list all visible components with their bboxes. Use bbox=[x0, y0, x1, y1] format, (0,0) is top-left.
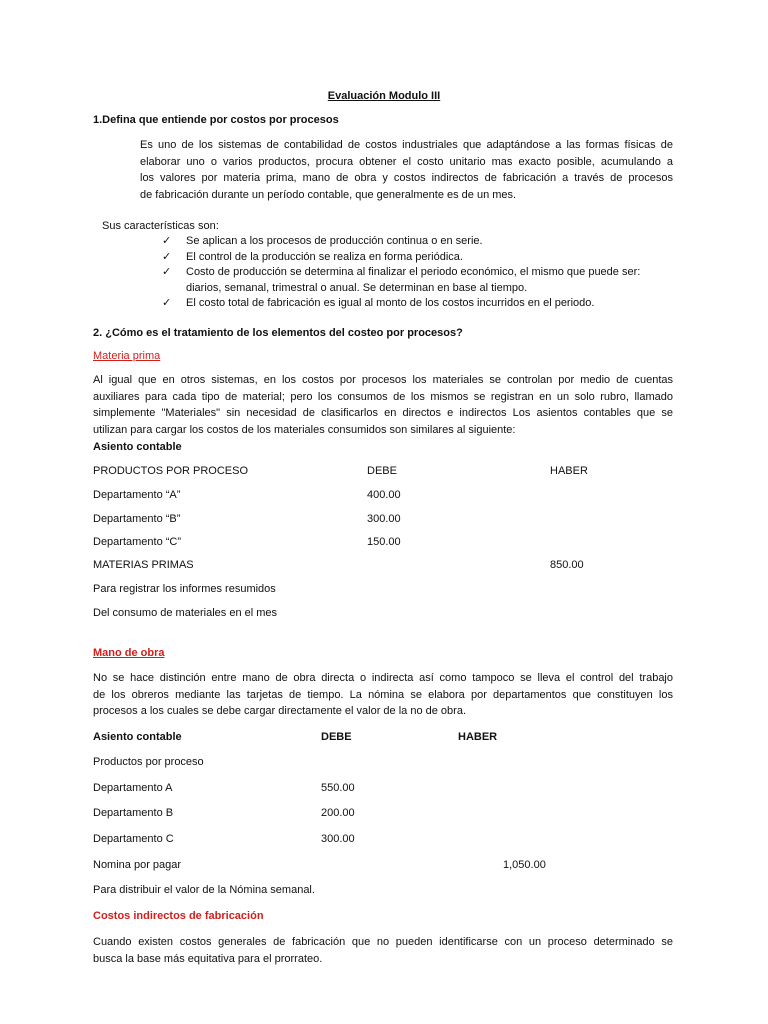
table-row-debe: 200.00 bbox=[321, 807, 355, 819]
check-icon: ✓ bbox=[162, 250, 172, 263]
page-title: Evaluación Modulo III bbox=[327, 90, 441, 102]
table-row-concept: Departamento “C” bbox=[93, 536, 182, 548]
table-row-concept: Departamento “B” bbox=[93, 513, 181, 525]
table-row-debe: 300.00 bbox=[367, 513, 401, 525]
check-icon: ✓ bbox=[162, 297, 172, 309]
materia-prima-paragraph bbox=[93, 372, 673, 438]
asiento-label: Asiento contable bbox=[93, 441, 182, 453]
table-row-debe: 300.00 bbox=[321, 833, 355, 845]
asiento-label: Asiento contable bbox=[93, 731, 182, 743]
costos-indirectos-heading: Costos indirectos de fabricación bbox=[93, 910, 264, 922]
table-row-haber: 1,050.00 bbox=[503, 859, 546, 871]
costos-indirectos-paragraph bbox=[93, 934, 673, 967]
mano-de-obra-paragraph bbox=[93, 670, 673, 720]
paragraph-line: utilizan para cargar los costos de los materiales consumidos son similares al siguiente: bbox=[93, 423, 516, 436]
table-row-concept: Productos por proceso bbox=[93, 756, 204, 768]
list-item: ✓ Costo de producción se determina al finalizar el periodo económico, el mismo que puede ser: diarios, semanal, trimestral o anual. Se determinan en base al tiempo. bbox=[162, 266, 641, 294]
q1-paragraph bbox=[140, 137, 673, 203]
table-row-concept: Departamento “A” bbox=[93, 489, 181, 501]
q1-paragraph-line: Es uno de los sistemas de contabilidad de costos industriales que adaptándose a las formas físicas de bbox=[140, 139, 673, 151]
table-row-concept: Departamento C bbox=[93, 833, 174, 845]
materia-prima-heading: Materia prima bbox=[93, 350, 161, 362]
q1-paragraph-line: elaborar uno o varios productos, procura obtener el costo unitario mas exacto posible, acumulando a bbox=[140, 155, 673, 168]
table-row-haber: 850.00 bbox=[550, 559, 584, 571]
col-concept-header: PRODUCTOS POR PROCESO bbox=[93, 465, 249, 477]
note-line: Del consumo de materiales en el mes bbox=[93, 607, 278, 619]
table-row-concept: Departamento B bbox=[93, 807, 174, 819]
list-item: ✓ El control de la producción se realiza en forma periódica. bbox=[160, 250, 680, 266]
check-icon: ✓ bbox=[162, 266, 172, 278]
paragraph-line: simplemente "Materiales" sin necesidad de clasificarlos en directos e indirectos Los asientos contables que se bbox=[93, 407, 673, 419]
question-1-heading: 1.Defina que entiende por costos por procesos bbox=[93, 114, 339, 126]
note-line: Para registrar los informes resumidos bbox=[93, 583, 276, 595]
paragraph-line: No se hace distinción entre mano de obra directa o indirecta así como tampoco se lleva el control del trabajo bbox=[93, 672, 673, 684]
table-row-concept: Nomina por pagar bbox=[93, 859, 182, 871]
table-row-concept: Departamento A bbox=[93, 782, 173, 794]
paragraph-line: Al igual que en otros sistemas, en los costos por procesos los materiales se controlan por medio de cuentas bbox=[93, 374, 673, 386]
question-2-heading: 2. ¿Cómo es el tratamiento de los elementos del costeo por procesos? bbox=[93, 327, 463, 339]
col-haber-header: HABER bbox=[458, 731, 498, 743]
paragraph-line: auxiliares para cada tipo de material; pero los consumos de los mismos se registran en un solo rubro, llamado bbox=[93, 390, 673, 403]
list-item: ✓ El costo total de fabricación es igual al monto de los costos incurridos en el periodo. bbox=[160, 296, 680, 312]
table-row-debe: 150.00 bbox=[367, 536, 401, 548]
col-haber-header: HABER bbox=[550, 465, 588, 477]
paragraph-line: de los obreros mediante las tarjetas de tiempo. La nómina se elabora por departamentos que constituyen los bbox=[93, 688, 673, 701]
table-row-debe: 550.00 bbox=[321, 782, 355, 794]
col-debe-header: DEBE bbox=[367, 465, 397, 477]
characteristics-list bbox=[160, 234, 680, 312]
list-item: ✓ Se aplican a los procesos de producción continua o en serie. bbox=[160, 234, 680, 250]
note-line: Para distribuir el valor de la Nómina semanal. bbox=[93, 884, 315, 896]
q1-paragraph-line: de fabricación durante un período contable, que generalmente es de un mes. bbox=[140, 188, 517, 201]
table-row-debe: 400.00 bbox=[367, 489, 401, 501]
col-debe-header: DEBE bbox=[321, 731, 352, 743]
paragraph-line: busca la base más equitativa para el prorrateo. bbox=[93, 952, 323, 965]
paragraph-line: Cuando existen costos generales de fabricación que no pueden identificarse con un proceso determinado se bbox=[93, 936, 673, 948]
q1-paragraph-line: los valores por materia prima, mano de obra y costos indirectos de fabricación a través de procesos bbox=[140, 172, 673, 184]
check-icon: ✓ bbox=[162, 235, 172, 247]
mano-de-obra-heading: Mano de obra bbox=[93, 647, 165, 659]
characteristics-label: Sus características son: bbox=[102, 220, 219, 232]
paragraph-line: procesos a los cuales se debe cargar directamente el valor de la no de obra. bbox=[93, 705, 466, 717]
table-row-concept: MATERIAS PRIMAS bbox=[93, 559, 194, 571]
